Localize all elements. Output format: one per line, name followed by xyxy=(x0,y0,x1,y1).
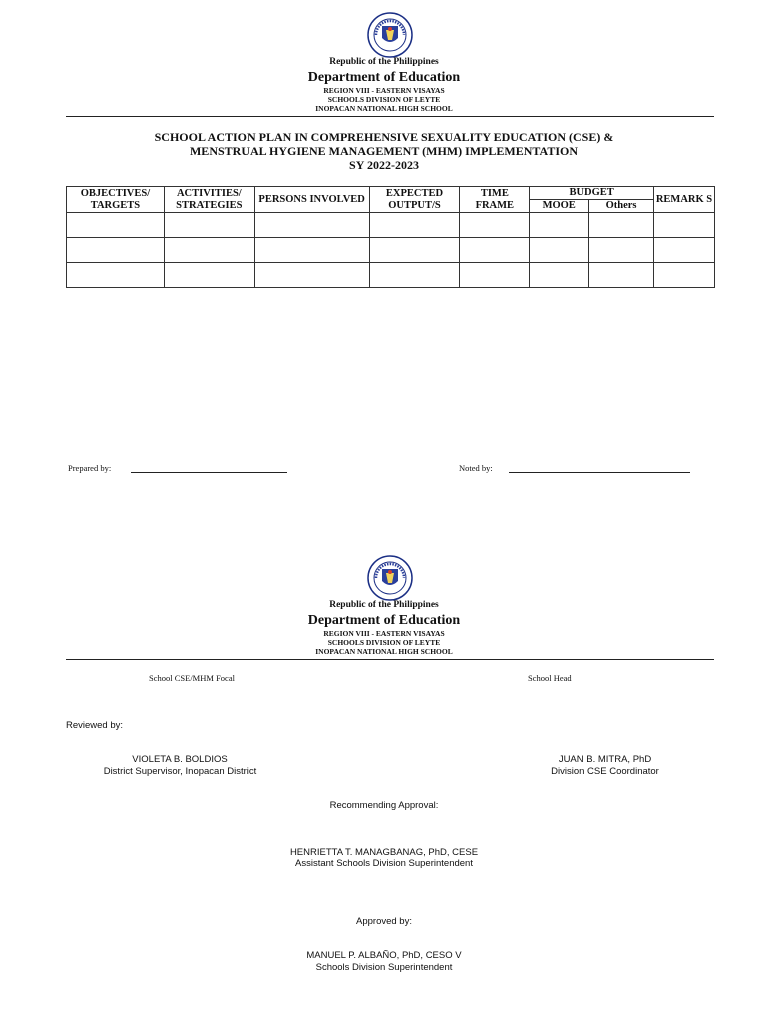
reviewed-by-label: Reviewed by: xyxy=(66,720,124,731)
department-name: Department of Education xyxy=(307,70,461,85)
header-persons-involved: PERSONS INVOLVED xyxy=(254,187,369,213)
table-row xyxy=(67,263,715,288)
action-plan-table xyxy=(66,186,715,288)
region-label: REGION VIII - EASTERN VISAYAS xyxy=(323,86,445,95)
header-objectives: OBJECTIVES/ TARGETS xyxy=(67,187,165,213)
reviewer1-name: VIOLETA B. BOLDIOS xyxy=(132,754,228,765)
approver-name: MANUEL P. ALBAÑO, PhD, CESO V xyxy=(306,950,462,961)
plan-title-line3: SY 2022-2023 xyxy=(349,158,419,172)
deped-seal-icon xyxy=(367,555,413,601)
header-budget: BUDGET xyxy=(530,187,654,200)
reviewer2-name: JUAN B. MITRA, PhD xyxy=(558,754,652,765)
header-activities: ACTIVITIES/ STRATEGIES xyxy=(164,187,254,213)
header-time-frame: TIME FRAME xyxy=(460,187,530,213)
header-remarks: REMARK S xyxy=(654,187,715,213)
approved-by-label: Approved by: xyxy=(356,916,412,927)
reviewer1-title: District Supervisor, Inopacan District xyxy=(103,766,257,777)
reviewer2-title: Division CSE Coordinator xyxy=(551,766,659,777)
recommending-label: Recommending Approval: xyxy=(329,800,439,811)
prepared-by-signature-line[interactable] xyxy=(131,472,287,473)
header-divider xyxy=(66,116,714,117)
recommender-title: Assistant Schools Division Superintendent xyxy=(295,858,473,869)
noted-by-signature-line[interactable] xyxy=(509,472,690,473)
focal-title: School CSE/MHM Focal xyxy=(149,673,235,683)
noted-by-label: Noted by: xyxy=(459,463,493,473)
school-label: INOPACAN NATIONAL HIGH SCHOOL xyxy=(315,104,453,113)
region-label: REGION VIII - EASTERN VISAYAS xyxy=(323,629,445,638)
plan-title-line1: SCHOOL ACTION PLAN IN COMPREHENSIVE SEXUALITY EDUCATION (CSE) & xyxy=(154,130,614,144)
header-mooe: MOOE xyxy=(530,200,589,213)
header-expected-output: EXPECTED OUTPUT/S xyxy=(369,187,460,213)
division-label: SCHOOLS DIVISION OF LEYTE xyxy=(327,95,441,104)
division-label: SCHOOLS DIVISION OF LEYTE xyxy=(327,638,441,647)
plan-title-line2: MENSTRUAL HYGIENE MANAGEMENT (MHM) IMPLEMENTATION xyxy=(189,144,578,158)
department-name: Department of Education xyxy=(307,613,461,628)
recommender-name: HENRIETTA T. MANAGBANAG, PhD, CESE xyxy=(289,847,479,858)
header-others: Others xyxy=(589,200,654,213)
header-divider xyxy=(66,659,714,660)
approver-title: Schools Division Superintendent xyxy=(315,962,453,973)
deped-seal-icon xyxy=(367,12,413,58)
school-head-title: School Head xyxy=(528,673,572,683)
school-label: INOPACAN NATIONAL HIGH SCHOOL xyxy=(315,647,453,656)
republic-label: Republic of the Philippines xyxy=(329,57,439,67)
republic-label: Republic of the Philippines xyxy=(329,600,439,610)
prepared-by-label: Prepared by: xyxy=(68,463,112,473)
table-row xyxy=(67,238,715,263)
table-row xyxy=(67,213,715,238)
